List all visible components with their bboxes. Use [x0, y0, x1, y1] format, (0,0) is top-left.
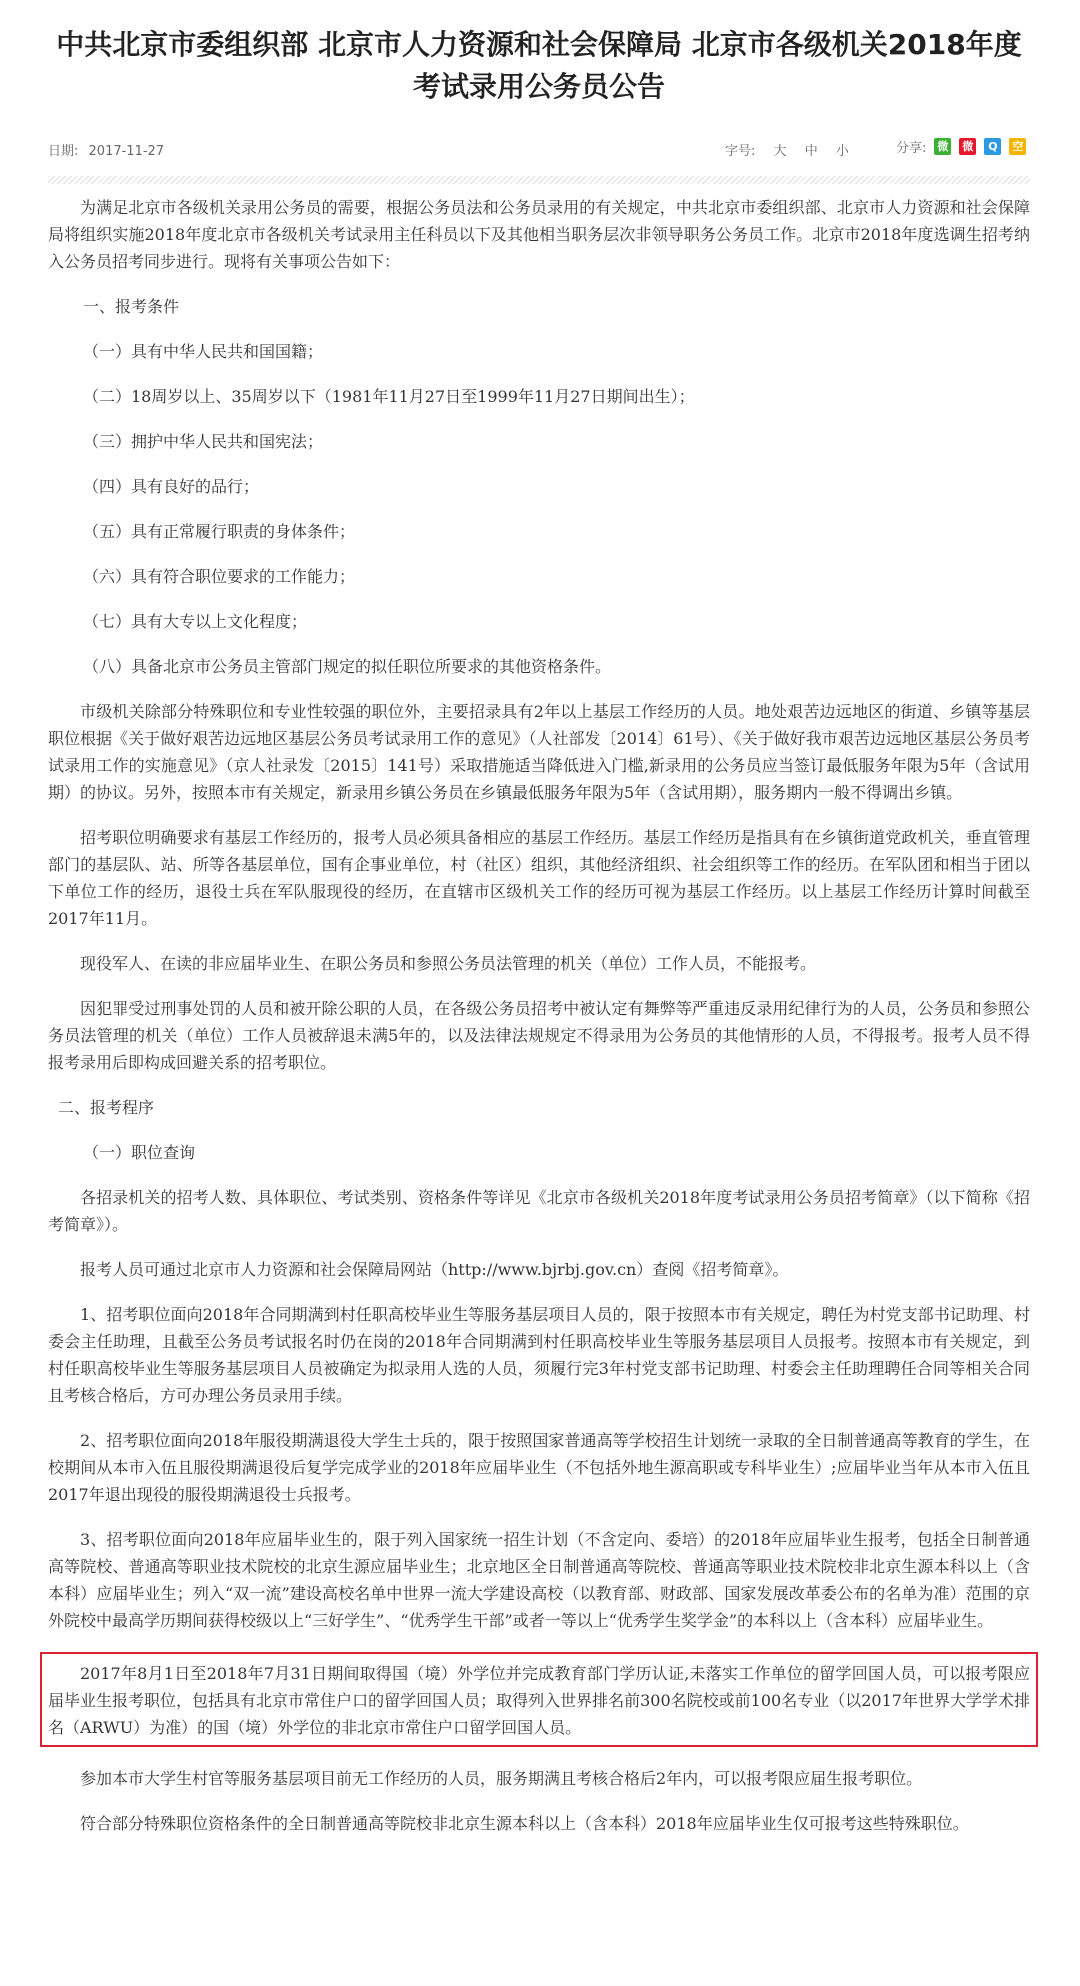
share-icons [926, 138, 1026, 155]
qq-icon[interactable]: Q [984, 138, 1001, 155]
font-size-large-link[interactable]: 大 [773, 144, 787, 159]
qzone-icon[interactable]: 空 [1009, 138, 1026, 155]
highlighted-paragraph-box [40, 1652, 1038, 1747]
share-bar [896, 137, 1026, 156]
body-paragraph: 参加本市大学生村官等服务基层项目前无工作经历的人员，服务期满且考核合格后2年内，可以报考限应届生报考职位。 [80, 1769, 923, 1788]
font-size-small-link[interactable]: 小 [835, 144, 849, 159]
body-paragraph: 现役军人、在读的非应届毕业生、在职公务员和参照公务员法管理的机关（单位）工作人员，不能报考。 [80, 954, 817, 973]
body-paragraphs [48, 194, 1030, 1634]
body-paragraph: 市级机关除部分特殊职位和专业性较强的职位外，主要招录具有2年以上基层工作经历的人员。地处艰苦边远地区的街道、乡镇等基层职位根据《关于做好艰苦边远地区基层公务员考试录用工作的意见》（人社部发〔2014〕61号）、《关于做好我市艰苦边远地区基层公务员考试录用工作的实施意见》（京人社录发〔2015〕141号）采取措施适当降低进入门槛,新录用的公务员应当签订最低服务年限为5年（含试用期）的协议。另外，按照本市有关规定，新录用乡镇公务员在乡镇最低服务年限为5年（含试用期），服务期内一般不得调出乡镇。 [48, 702, 1030, 802]
body-paragraph: 1、招考职位面向2018年合同期满到村任职高校毕业生等服务基层项目人员的，限于按照本市有关规定，聘任为村党支部书记助理、村委会主任助理，且截至公务员考试报名时仍在岗的2018年合同期满到村任职高校毕业生等服务基层项目人员报考。按照本市有关规定，到村任职高校毕业生等服务基层项目人员被确定为拟录用人选的人员，须履行完3年村党支部书记助理、村委会主任助理聘任合同等相关合同且考核合格后，方可办理公务员录用手续。 [48, 1305, 1030, 1405]
publish-date [48, 140, 164, 159]
body-paragraph: 报考人员可通过北京市人力资源和社会保障局网站（http://www.bjrbj.gov.cn）查阅《招考简章》。 [80, 1260, 789, 1279]
body-paragraph: 招考职位明确要求有基层工作经历的，报考人员必须具备相应的基层工作经历。基层工作经历是指具有在乡镇街道党政机关，垂直管理部门的基层队、站、所等各基层单位，国有企事业单位，村（社区）组织，其他经济组织、社会组织等工作的经历。在军队团和相当于团以下单位工作的经历，退役士兵在军队服现役的经历，在直辖市区级机关工作的经历可视为基层工作经历。以上基层工作经历计算时间截至2017年11月。 [48, 828, 1030, 928]
weibo-icon[interactable]: 微 [959, 138, 976, 155]
tail-paragraphs [48, 1765, 1030, 1837]
body-paragraph: 一、报考条件 [83, 297, 180, 316]
dotted-divider [48, 176, 1030, 184]
share-label: 分享: [896, 141, 927, 156]
body-paragraph: 各招录机关的招考人数、具体职位、考试类别、资格条件等详见《北京市各级机关2018年度考试录用公务员招考简章》（以下简称《招考简章》）。 [48, 1188, 1030, 1234]
article-title: 中共北京市委组织部 北京市人力资源和社会保障局 北京市各级机关2018年度考试录用公务员公告 [56, 28, 1022, 103]
body-paragraph: （三）拥护中华人民共和国宪法； [83, 432, 324, 451]
body-paragraph: （八）具备北京市公务员主管部门规定的拟任职位所要求的其他资格条件。 [83, 657, 612, 676]
highlighted-paragraph: 2017年8月1日至2018年7月31日期间取得国（境）外学位并完成教育部门学历认证,未落实工作单位的留学回国人员，可以报考限应届毕业生报考职位，包括具有北京市常住户口的留学回国人员；取得列入世界排名前300名院校或前100名专业（以2017年世界大学学术排名（ARWU）为准）的国（境）外学位的非北京市常住户口留学回国人员。 [48, 1664, 1030, 1737]
body-paragraph: （四）具有良好的品行； [83, 477, 260, 496]
font-size-label: 字号: [725, 144, 756, 159]
article-meta-bar [48, 136, 1030, 160]
body-paragraph: 3、招考职位面向2018年应届毕业生的，限于列入国家统一招生计划（不含定向、委培）的2018年应届毕业生报考，包括全日制普通高等院校、普通高等职业技术院校的北京生源应届毕业生；北京地区全日制普通高等院校、普通高等职业技术院校非北京生源本科以上（含本科）应届毕业生；列入“双一流”建设高校名单中世界一流大学建设高校（以教育部、财政部、国家发展改革委公布的名单为准）范围的京外院校中最高学历期间获得校级以上“三好学生”、“优秀学生干部”或者一等以上“优秀学生奖学金”的本科以上（含本科）应届毕业生。 [48, 1530, 1030, 1630]
body-paragraph: （一）职位查询 [83, 1143, 196, 1162]
body-paragraph: 因犯罪受过刑事处罚的人员和被开除公职的人员，在各级公务员招考中被认定有舞弊等严重违反录用纪律行为的人员，公务员和参照公务员法管理的机关（单位）工作人员被辞退未满5年的，以及法律法规规定不得录用为公务员的其他情形的人员，不得报考。报考人员不得报考录用后即构成回避关系的招考职位。 [48, 999, 1030, 1072]
body-paragraph: （二）18周岁以上、35周岁以下（1981年11月27日至1999年11月27日期间出生）； [83, 387, 695, 406]
body-paragraph: 符合部分特殊职位资格条件的全日制普通高等院校非北京生源本科以上（含本科）2018年应届毕业生仅可报考这些特殊职位。 [80, 1814, 969, 1833]
font-size-switcher [725, 140, 863, 159]
body-paragraph: （六）具有符合职位要求的工作能力； [83, 567, 356, 586]
body-paragraph: 2、招考职位面向2018年服役期满退役大学生士兵的，限于按照国家普通高等学校招生计划统一录取的全日制普通高等教育的学生，在校期间从本市入伍且服役期满退役后复学完成学业的2018年应届毕业生（不包括外地生源高职或专科毕业生）;应届毕业当年从本市入伍且2017年退出现役的服役期满退役士兵报考。 [48, 1431, 1030, 1504]
body-paragraph: 二、报考程序 [58, 1098, 155, 1117]
article-body [48, 194, 1030, 1837]
body-paragraph: 为满足北京市各级机关录用公务员的需要，根据公务员法和公务员录用的有关规定，中共北京市委组织部、北京市人力资源和社会保障局将组织实施2018年度北京市各级机关考试录用主任科员以下及其他相当职务层次非领导职务公务员工作。北京市2018年度选调生招考纳入公务员招考同步进行。现将有关事项公告如下： [48, 198, 1030, 271]
body-paragraph: （七）具有大专以上文化程度； [83, 612, 308, 631]
wechat-icon[interactable]: 微 [934, 138, 951, 155]
font-size-medium-link[interactable]: 中 [804, 144, 818, 159]
body-paragraph: （一）具有中华人民共和国国籍； [83, 342, 324, 361]
date-label: 日期: [48, 144, 79, 159]
date-value: 2017-11-27 [88, 144, 165, 159]
body-paragraph: （五）具有正常履行职责的身体条件； [83, 522, 356, 541]
